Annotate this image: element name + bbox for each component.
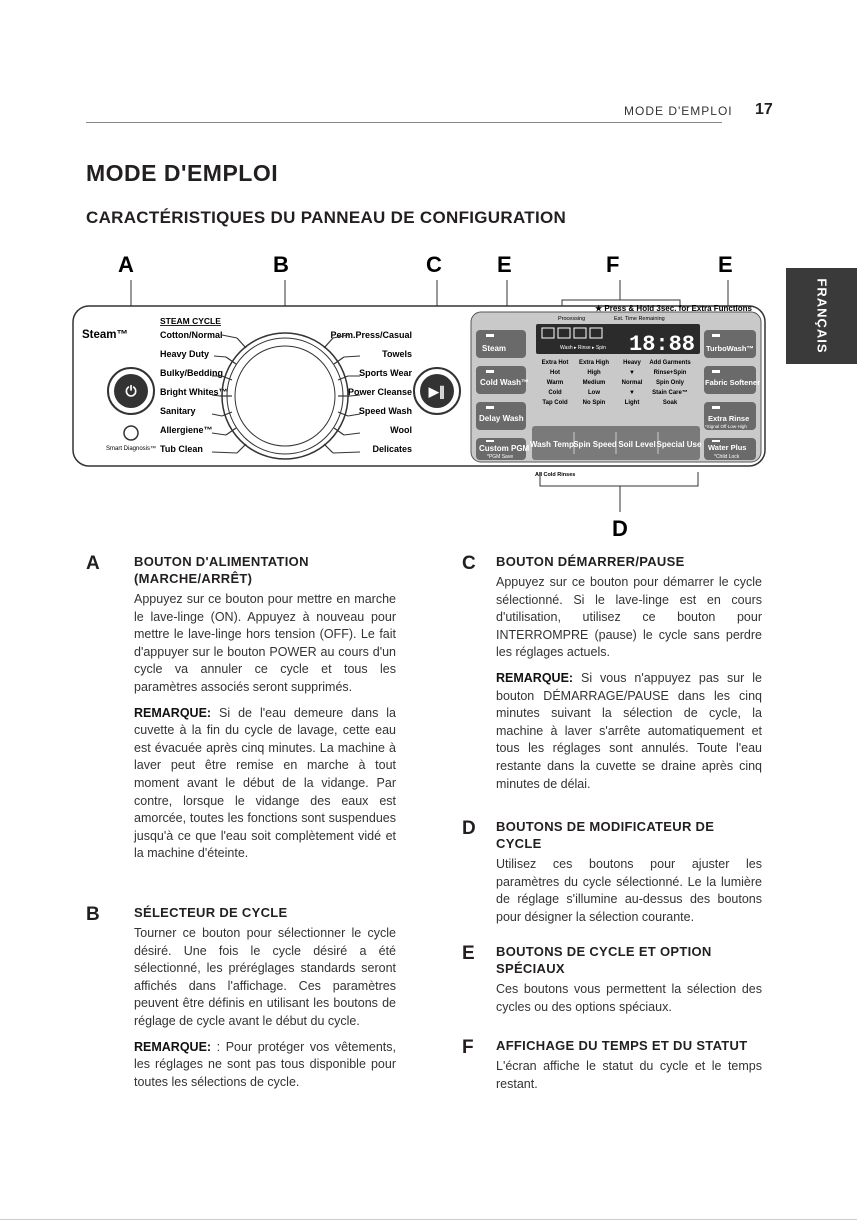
footer-rule [0, 1219, 857, 1220]
section-c [462, 553, 762, 801]
svg-text:Soak: Soak [662, 400, 678, 406]
water-plus-button-label: Water Plus [708, 443, 747, 452]
callout-e-right: E [718, 252, 733, 277]
svg-text:Medium: Medium [582, 380, 606, 386]
section-title: SÉLECTEUR DE CYCLE [134, 905, 288, 920]
svg-text:Extra Hot: Extra Hot [541, 360, 569, 366]
section-d [462, 818, 762, 934]
section-title: BOUTONS DE CYCLE ET OPTION SPÉCIAUX [496, 944, 712, 976]
section-body: Ces boutons vous permettent la sélection des cycles ou des options spéciaux. [496, 982, 762, 1014]
delay-wash-button-label: Delay Wash [479, 414, 524, 423]
cycle-label: Bright Whites™ [160, 387, 228, 397]
svg-text:Warm: Warm [546, 380, 564, 386]
lcd-time: 18:88 [629, 332, 696, 357]
callout-f: F [606, 252, 620, 277]
language-tab-label: FRANÇAIS [814, 278, 829, 354]
extra-rinse-sub: *Signal Off·Low·High [705, 424, 747, 429]
callout-b: B [273, 252, 289, 277]
section-title: AFFICHAGE DU TEMPS ET DU STATUT [496, 1038, 748, 1053]
section-title: BOUTON DÉMARRER/PAUSE [496, 554, 685, 569]
cycle-label: Delicates [372, 444, 412, 454]
section-body: Utilisez ces boutons pour ajuster les paramètres du cycle sélectionné. Le la lumière de réglage s'illumine au-dessus des boutons pour désigner la sélection courante. [496, 857, 762, 924]
play-pause-icon: ▶∥ [428, 384, 446, 399]
section-title: BOUTONS DE MODIFICATEUR DE CYCLE [496, 819, 715, 851]
section-title: BOUTON D'ALIMENTATION (MARCHE/ARRÊT) [134, 554, 309, 586]
cycle-label: Sports Wear [359, 368, 412, 378]
cycle-label: Towels [382, 349, 412, 359]
power-icon: ⏻ [125, 383, 137, 399]
cycle-label: Perm.Press/Casual [330, 330, 412, 340]
svg-text:Cold: Cold [548, 390, 562, 396]
svg-text:Extra High: Extra High [578, 360, 610, 366]
cycle-label: Power Cleanse [347, 387, 412, 397]
svg-text:Add Garments: Add Garments [649, 360, 691, 366]
section-letter: A [86, 553, 100, 574]
callout-d: D [612, 516, 628, 540]
cycle-label: Speed Wash [358, 406, 412, 416]
running-header: MODE D'EMPLOI [624, 104, 733, 118]
steam-cycle-header: STEAM CYCLE [160, 316, 221, 326]
section-b [86, 904, 396, 1099]
svg-text:Normal: Normal [621, 380, 643, 386]
press-hold-label: ★ Press & Hold 3sec. for Extra Functions [595, 304, 752, 313]
est-time-label: Est. Time Remaining [614, 316, 665, 322]
custom-pgm-button-label: Custom PGM [479, 444, 530, 453]
pgm-save-label: *PGM Save [487, 454, 514, 460]
svg-text:High: High [587, 370, 601, 376]
callout-e-left: E [497, 252, 512, 277]
smart-diagnosis-label: Smart Diagnosis™ [105, 446, 157, 452]
svg-text:Low: Low [588, 390, 600, 396]
page-title: MODE D'EMPLOI [86, 160, 279, 186]
cycle-label: Heavy Duty [160, 349, 210, 359]
extra-rinse-button-label: Extra Rinse [708, 414, 750, 423]
cycle-label: Tub Clean [160, 444, 203, 454]
special-use-button-label: Special Use [656, 440, 702, 449]
section-letter: F [462, 1037, 474, 1058]
soil-level-button-label: Soil Level [618, 440, 656, 449]
callout-c: C [426, 252, 442, 277]
svg-text:▼: ▼ [629, 390, 635, 396]
child-lock-label: *Child Lock [714, 454, 740, 460]
svg-text:Heavy: Heavy [623, 360, 641, 366]
display-stages: Wash ▸ Rinse ▸ Spin [560, 345, 606, 351]
control-panel-diagram [0, 240, 786, 540]
section-a [86, 553, 396, 871]
steam-logo: Steam™ [82, 329, 129, 341]
cycle-label: Allergiene™ [160, 425, 213, 435]
processing-label: Processing [558, 316, 586, 322]
section-body: L'écran affiche le statut du cycle et le temps restant. [496, 1059, 762, 1091]
cycle-label: Sanitary [160, 406, 196, 416]
page-subtitle: CARACTÉRISTIQUES DU PANNEAU DE CONFIGURATION [86, 208, 567, 227]
cold-wash-button-label: Cold Wash™ [480, 378, 530, 387]
callout-a: A [118, 252, 134, 277]
all-cold-rinses-label: All Cold Rinses [535, 472, 576, 478]
spin-speed-button-label: Spin Speed [573, 440, 617, 449]
fabric-softener-button-label: Fabric Softener [705, 378, 761, 387]
turbowash-button-label: TurboWash™ [706, 344, 754, 353]
section-letter: E [462, 943, 475, 964]
section-body: Appuyez sur ce bouton pour mettre en marche le lave-linge (ON). Appuyez à nouveau pour mettre le lave-linge hors tension (OFF). Le fait d'appuyer sur le bouton POWER au cours d'un cycle va annuler ce cycle et tous les paramètres associés seront supprimés. REMARQUE: Si de l'eau demeure dans la cuvette à la fin du cycle de lavage, cette eau est évacuée après cinq minutes. La machine à laver peut être remise en marche à tout moment avant le début de la vidange. Par contre, lorsque le vidange des eaux est amorcée, toutes les fonctions sont suspendues jusqu'à ce que l'eau soit complètement vidé et la machine d'éteinte. [134, 592, 396, 861]
svg-text:Light: Light [624, 400, 640, 406]
cycle-label: Wool [390, 425, 412, 435]
cycle-label: Bulky/Bedding [160, 368, 224, 378]
svg-text:▼: ▼ [629, 370, 635, 376]
steam-button-label: Steam [482, 344, 507, 353]
cycle-label: Cotton/Normal [160, 330, 223, 340]
svg-text:No Spin: No Spin [582, 400, 606, 406]
section-e [462, 943, 762, 1024]
svg-text:Stain Care™: Stain Care™ [652, 390, 688, 396]
svg-text:Tap Cold: Tap Cold [542, 400, 568, 406]
section-body: Tourner ce bouton pour sélectionner le cycle désiré. Une fois le cycle désiré a été sélectionné, les préréglages standards seront affichés dans l'affichage. Ces paramètres peuvent être définis en utilisant les boutons de réglage de cycle avant le début du cycle. REMARQUE: : Pour protéger vos vêtements, les réglages ne sont pas tous disponible pour toutes les sélections de cycle. [134, 926, 396, 1089]
svg-text:Hot: Hot [550, 370, 560, 376]
section-body: Appuyez sur ce bouton pour démarrer le cycle sélectionné. Si le lave-linge est en cours d'utilisation, utilisez ce bouton pour INTERROMPRE (pause) le cycle sans perdre les réglages actuels. REMARQUE: Si vous n'appuyez pas sur le bouton DÉMARRAGE/PAUSE dans les cinq minutes suivant la sélection de cycle, la machine à laver s'arrête automatiquement et tous les réglages sont annulés. Toute l'eau restante dans la cuvette se draine après cinq minutes de délai. [496, 575, 762, 791]
language-tab [786, 268, 857, 364]
section-f [462, 1037, 762, 1101]
svg-text:Rinse+Spin: Rinse+Spin [653, 370, 687, 376]
header-rule [86, 122, 722, 123]
section-letter: D [462, 818, 476, 839]
wash-temp-button-label: Wash Temp. [529, 440, 577, 449]
section-letter: C [462, 553, 476, 574]
svg-text:Spin Only: Spin Only [655, 380, 685, 386]
section-letter: B [86, 904, 100, 925]
page-number: 17 [755, 101, 773, 118]
